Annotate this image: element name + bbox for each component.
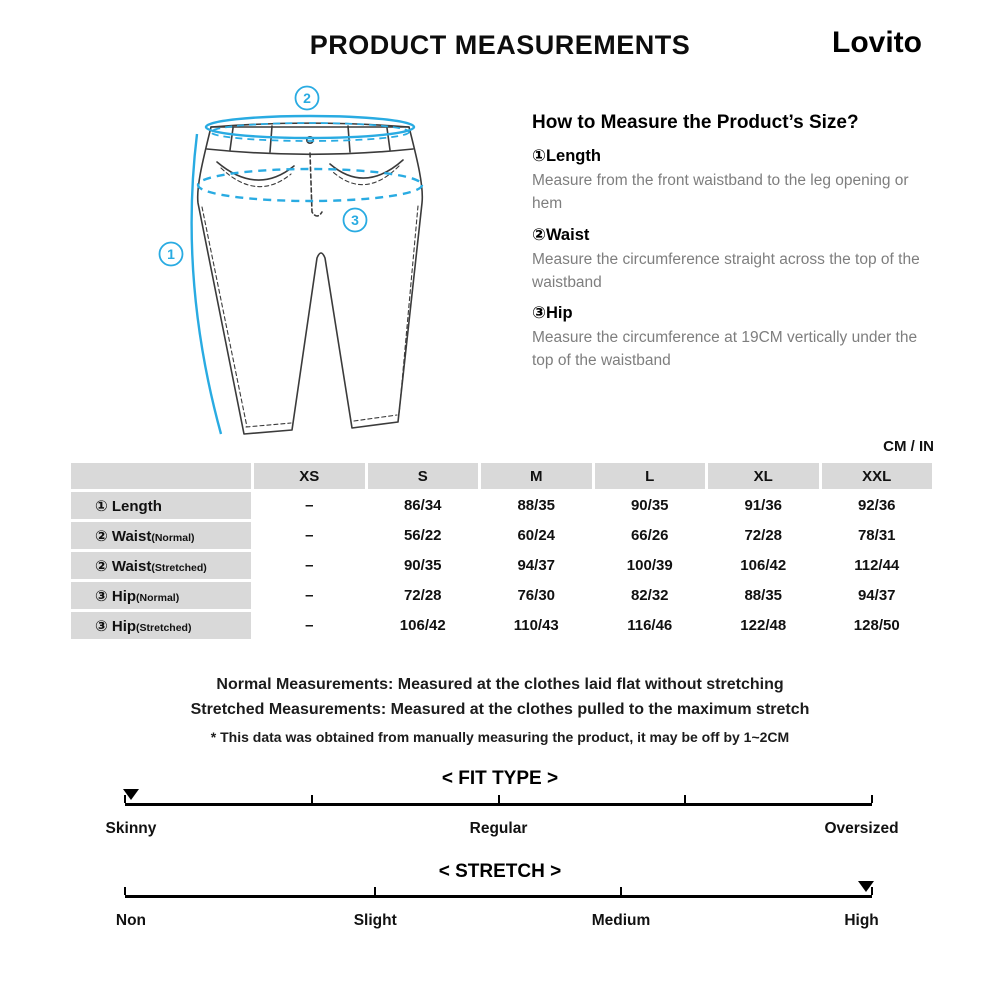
cell-value: 112/44 [822,552,933,579]
col-header-xxl: XXL [822,463,933,489]
cell-value: 76/30 [481,582,592,609]
col-header-xl: XL [708,463,819,489]
cell-value: 88/35 [481,492,592,519]
table-row [71,522,932,549]
cell-value: – [254,552,365,579]
table-corner-cell [71,463,251,489]
note-normal: Normal Measurements: Measured at the clothes laid flat without stretching [216,676,784,693]
svg-text:3: 3 [351,212,359,228]
measure-desc-waist: Measure the circumference straight across the top of the waistband [532,250,920,291]
cell-value: 90/35 [595,492,706,519]
row-label: ② Waist(Normal) [71,522,251,549]
cell-value: – [254,522,365,549]
cell-value: 106/42 [368,612,479,639]
cell-value: 92/36 [822,492,933,519]
row-label: ① Length [71,492,251,519]
table-header-row [71,463,932,489]
col-header-s: S [368,463,479,489]
stretch-title: < STRETCH > [438,861,562,882]
fit-label-skinny: Skinny [105,820,157,837]
units-label: CM / IN [883,438,934,455]
row-label: ② Waist(Stretched) [71,552,251,579]
table-row [71,492,932,519]
fit-type-labels [105,820,899,840]
fit-label-oversized: Oversized [824,820,899,837]
fit-type-marker-icon [123,789,139,800]
svg-text:1: 1 [167,246,175,262]
col-header-xs: XS [254,463,365,489]
stretch-marker-icon [858,881,874,892]
cell-value: 94/37 [481,552,592,579]
row-label: ③ Hip(Stretched) [71,612,251,639]
cell-value: 72/28 [368,582,479,609]
cell-value: 88/35 [708,582,819,609]
how-to-item-hip [532,303,932,373]
cell-value: 82/32 [595,582,706,609]
cell-value: 128/50 [822,612,933,639]
row-label: ③ Hip(Normal) [71,582,251,609]
cell-value: 78/31 [822,522,933,549]
scale-tick [684,795,686,803]
measure-desc-hip: Measure the circumference at 19CM vertically under the top of the waistband [532,329,918,370]
cell-value: 66/26 [595,522,706,549]
how-to-section [532,112,932,373]
notes-section [0,672,1000,745]
measure-label-waist: ②Waist [532,225,590,244]
stretch-label-slight: Slight [353,912,397,929]
note-stretched: Stretched Measurements: Measured at the clothes pulled to the maximum stretch [190,701,810,718]
cell-value: 110/43 [481,612,592,639]
stretch-label-medium: Medium [591,912,651,929]
stretch-label-high: High [844,912,879,929]
table-row [71,582,932,609]
scale-tick [311,795,313,803]
cell-value: 116/46 [595,612,706,639]
scale-tick [620,887,622,895]
svg-text:2: 2 [303,90,311,106]
scale-tick [124,887,126,895]
how-to-item-length [532,146,932,216]
pants-diagram [105,82,505,452]
fit-type-scale [125,803,872,806]
diagram-markers [160,87,367,266]
cell-value: 72/28 [708,522,819,549]
how-to-title: How to Measure the Product’s Size? [532,112,859,133]
cell-value: 56/22 [368,522,479,549]
cell-value: 86/34 [368,492,479,519]
stretch-label-non: Non [115,912,147,929]
scale-tick [374,887,376,895]
note-disclaimer: * This data was obtained from manually measuring the product, it may be off by 1~2CM [210,729,790,745]
length-marker-icon [160,243,183,266]
pants-outline [198,123,423,434]
size-table [68,460,935,642]
measure-label-hip: ③Hip [532,304,573,322]
cell-value: – [254,582,365,609]
table-row [71,612,932,639]
cell-value: 94/37 [822,582,933,609]
stretch-labels [115,912,879,932]
cell-value: – [254,492,365,519]
cell-value: 100/39 [595,552,706,579]
scale-tick [871,795,873,803]
cell-value: 91/36 [708,492,819,519]
table-row [71,552,932,579]
page-title: PRODUCT MEASUREMENTS [309,30,691,60]
hip-marker-icon [344,209,367,232]
col-header-m: M [481,463,592,489]
fit-type-title: < FIT TYPE > [441,768,559,789]
stretch-scale [125,895,872,898]
cell-value: 106/42 [708,552,819,579]
cell-value: 90/35 [368,552,479,579]
waist-marker-icon [296,87,319,110]
measurement-lines [192,116,422,434]
cell-value: 122/48 [708,612,819,639]
measure-label-length: ①Length [532,147,601,165]
measure-desc-length: Measure from the front waistband to the leg opening or hem [532,172,909,213]
col-header-l: L [595,463,706,489]
scale-tick [498,795,500,803]
brand-logo: Lovito [832,26,922,59]
cell-value: – [254,612,365,639]
fit-label-regular: Regular [469,820,528,837]
cell-value: 60/24 [481,522,592,549]
how-to-item-waist [532,225,932,295]
